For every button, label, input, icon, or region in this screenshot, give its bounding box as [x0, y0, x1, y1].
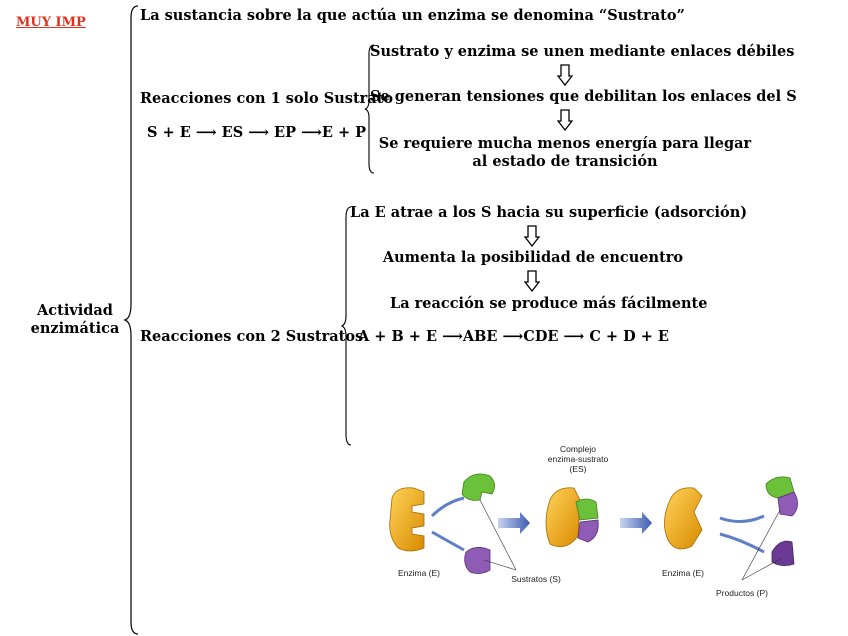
two-substrates-step-2: Aumenta la posibilidad de encuentro [382, 249, 684, 266]
enzyme-label-left: Enzima (E) [397, 568, 441, 578]
one-substrate-step-3: Se requiere mucha menos energía para llegar [378, 135, 752, 152]
definition-text: La sustancia sobre la que actúa un enzima se denomina “Sustrato” [140, 7, 685, 24]
main-topic-line1: Actividad [37, 302, 113, 319]
two-substrates-step-1: La E atrae a los S hacia su superficie (adsorción) [350, 204, 748, 221]
complex-label-2: enzima-sustrato [547, 454, 609, 464]
substrates-label: Sustratos (S) [511, 574, 561, 584]
down-arrow-icon [557, 109, 573, 131]
two-substrates-step-3: La reacción se produce más fácilmente [390, 295, 708, 312]
reaction-arrow-2 [620, 512, 652, 534]
complex-label-3: (ES) [569, 464, 587, 474]
main-brace [124, 4, 140, 636]
substrate-green-bound [576, 499, 598, 520]
down-arrow-icon [524, 225, 540, 247]
enzyme-substrate-figure [380, 440, 820, 600]
two-substrates-equation: A + B + E ⟶ABE ⟶CDE ⟶ C + D + E [358, 328, 669, 345]
one-substrate-step-4: al estado de transición [472, 153, 658, 170]
products-label: Productos (P) [716, 588, 768, 598]
reaction-arrow-1 [498, 512, 530, 534]
main-topic-line2: enzimática [30, 320, 120, 337]
two-substrates-brace [341, 206, 353, 446]
two-substrates-title: Reacciones con 2 Sustratos [140, 328, 364, 345]
one-substrate-step-1: Sustrato y enzima se unen mediante enlaces débiles [370, 43, 795, 60]
complex-label-1: Complejo [560, 444, 596, 454]
one-substrate-title: Reacciones con 1 solo Sustrato [140, 90, 394, 107]
enzyme-label-right: Enzima (E) [661, 568, 705, 578]
enzyme-left-shape [390, 488, 424, 551]
substrate-green-left [462, 474, 495, 500]
one-substrate-step-2: Se generan tensiones que debilitan los enlaces del S [370, 88, 797, 105]
one-substrate-equation: S + E ⟶ ES ⟶ EP ⟶E + P [147, 124, 367, 141]
down-arrow-icon [524, 270, 540, 292]
substrate-purple-bound [578, 520, 598, 542]
down-arrow-icon [557, 64, 573, 86]
enzyme-complex-shape [546, 488, 580, 547]
enzyme-right-shape [664, 488, 702, 549]
muy-imp-label: MUY IMP [16, 15, 86, 30]
